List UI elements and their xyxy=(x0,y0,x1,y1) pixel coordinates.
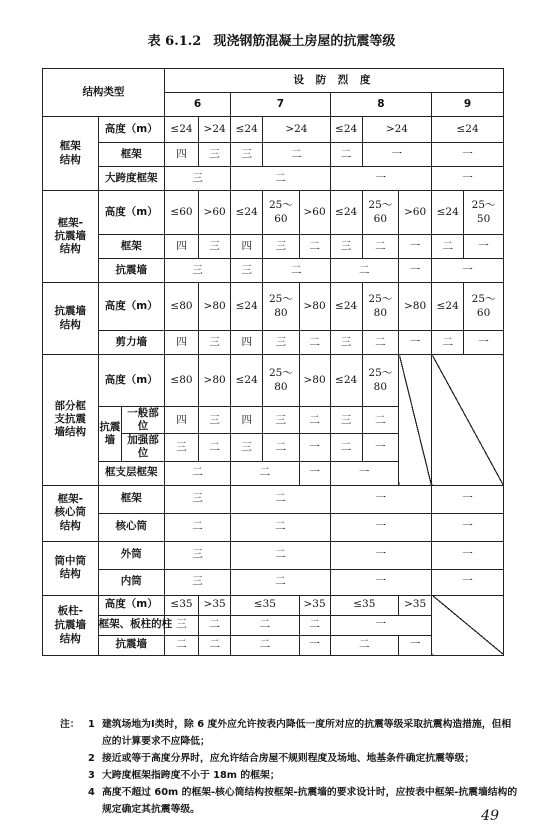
note-item xyxy=(60,767,520,784)
table-cell: ≤60 xyxy=(164,191,198,235)
table-cell: 一 xyxy=(464,331,504,355)
group-slab-column: 板柱- 抗震墙 结构 xyxy=(43,595,99,655)
table-cell: 二 xyxy=(330,259,398,283)
table-cell: 四 xyxy=(164,235,198,259)
table-number: 表 6.1.2 xyxy=(147,34,202,49)
table-row xyxy=(43,595,504,615)
table-row xyxy=(43,569,504,595)
table-cell: ≤35 xyxy=(164,595,198,615)
group-frame-core-tube: 框架- 核心筒 结构 xyxy=(43,485,99,541)
table-cell: 二 xyxy=(299,331,330,355)
table-cell: 二 xyxy=(199,615,231,635)
note-text: 高度不超过 60m 的框架-核心筒结构按框架-抗震墙的要求设计时，应按表中框架-抗震墙结构的规定确定其抗震等级。 xyxy=(102,787,518,815)
group-frame-shear-wall: 框架- 抗震墙 结构 xyxy=(43,191,99,283)
table-cell: >35 xyxy=(299,595,330,615)
intensity-6: 6 xyxy=(164,93,230,117)
row-label: 高度（m） xyxy=(98,283,164,331)
table-cell: ≤35 xyxy=(330,595,398,615)
note-number: 1 xyxy=(88,719,95,730)
table-cell: 二 xyxy=(263,434,299,461)
note-text: 接近或等于高度分界时，应允许结合房屋不规则程度及场地、地基条件确定抗震等级； xyxy=(102,753,475,764)
table-cell: 四 xyxy=(164,331,198,355)
table-cell: 三 xyxy=(330,407,362,434)
table-cell: 一 xyxy=(399,235,432,259)
table-cell: 二 xyxy=(199,434,231,461)
table-row xyxy=(43,259,504,283)
table-row xyxy=(43,283,504,331)
table-cell: 二 xyxy=(231,541,330,569)
table-cell: ≤80 xyxy=(164,283,198,331)
note-number: 4 xyxy=(88,787,95,798)
table-cell: 一 xyxy=(399,331,432,355)
table-cell: ≤80 xyxy=(164,355,198,407)
group-shear-wall: 抗震墙 结构 xyxy=(43,283,99,355)
table-cell: >80 xyxy=(399,283,432,331)
table-cell: 三 xyxy=(164,569,230,595)
table-cell: 二 xyxy=(299,407,330,434)
table-cell: ≤24 xyxy=(231,117,263,143)
table-cell: ≤24 xyxy=(330,355,362,407)
table-cell: ≤35 xyxy=(231,595,299,615)
table-cell: 一 xyxy=(362,434,398,461)
table-cell: >60 xyxy=(199,191,231,235)
not-applicable-cell xyxy=(399,355,432,486)
table-notes xyxy=(60,716,520,818)
table-cell: 二 xyxy=(231,569,330,595)
table-cell: 25～ 60 xyxy=(362,191,398,235)
table-cell: 25～ 80 xyxy=(263,283,299,331)
table-title: 现浇钢筋混凝土房屋的抗震等级 xyxy=(213,34,396,49)
table-cell: 一 xyxy=(432,143,504,167)
row-label: 框支层框架 xyxy=(98,461,164,485)
table-cell: 一 xyxy=(330,541,432,569)
table-cell: 三 xyxy=(263,331,299,355)
table-cell: >24 xyxy=(263,117,330,143)
table-cell: 25～ 60 xyxy=(464,283,504,331)
table-cell: >80 xyxy=(299,355,330,407)
table-cell: ≤24 xyxy=(330,117,362,143)
table-cell: 二 xyxy=(362,407,398,434)
table-cell: 二 xyxy=(164,635,198,655)
table-cell: 四 xyxy=(231,407,263,434)
intensity-header: 设 防 烈 度 xyxy=(164,69,503,93)
note-item xyxy=(60,716,520,750)
table-cell: 四 xyxy=(164,407,198,434)
table-cell: 三 xyxy=(231,143,263,167)
table-cell: 三 xyxy=(231,259,263,283)
table-cell: 三 xyxy=(263,407,299,434)
row-label: 剪力墙 xyxy=(98,331,164,355)
table-cell: ≤24 xyxy=(432,283,464,331)
row-label: 内筒 xyxy=(98,569,164,595)
row-label: 框架、板柱的柱 xyxy=(98,615,164,635)
table-cell: 二 xyxy=(330,143,362,167)
table-cell: 二 xyxy=(164,513,230,541)
wall-subgroup: 抗震 墙 xyxy=(98,407,122,462)
intensity-7: 7 xyxy=(231,93,330,117)
table-cell: 一 xyxy=(299,635,330,655)
table-cell: ≤24 xyxy=(330,283,362,331)
table-cell: ≤24 xyxy=(164,117,198,143)
table-cell: >60 xyxy=(399,191,432,235)
table-row xyxy=(43,143,504,167)
not-applicable-cell xyxy=(432,355,504,486)
table-cell: 一 xyxy=(432,569,504,595)
note-text: 大跨度框架指跨度不小于 18m 的框架； xyxy=(102,770,280,781)
table-cell: 二 xyxy=(164,461,230,485)
group-tube-in-tube: 筒中筒 结构 xyxy=(43,541,99,595)
table-cell: 二 xyxy=(199,635,231,655)
table-cell: 一 xyxy=(432,541,504,569)
seismic-grade-table xyxy=(42,68,504,656)
page-number: 49 xyxy=(481,808,499,824)
table-cell: 一 xyxy=(432,167,504,191)
table-cell: 三 xyxy=(164,485,230,513)
table-cell: 三 xyxy=(199,407,231,434)
row-label: 框架 xyxy=(98,143,164,167)
table-cell: 三 xyxy=(164,615,198,635)
row-label: 一般部位 xyxy=(122,407,165,434)
row-label: 高度（m） xyxy=(98,355,164,407)
table-cell: >35 xyxy=(199,595,231,615)
table-row xyxy=(43,485,504,513)
table-cell: 一 xyxy=(464,235,504,259)
note-number: 3 xyxy=(88,770,95,781)
table-row xyxy=(43,513,504,541)
table-cell: 三 xyxy=(263,235,299,259)
row-label: 核心筒 xyxy=(98,513,164,541)
intensity-9: 9 xyxy=(432,93,504,117)
table-cell: 二 xyxy=(362,235,398,259)
note-item xyxy=(60,784,520,818)
table-cell: ≤24 xyxy=(432,191,464,235)
table-cell: 二 xyxy=(231,635,299,655)
table-cell: 三 xyxy=(199,143,231,167)
group-partial-frame-supported: 部分框 支抗震 墙结构 xyxy=(43,355,99,486)
header-row-1 xyxy=(43,69,504,93)
row-label: 高度（m） xyxy=(98,117,164,143)
table-cell: 二 xyxy=(231,461,299,485)
table-cell: 25～ 80 xyxy=(362,355,398,407)
table-cell: ≤24 xyxy=(231,355,263,407)
intensity-8: 8 xyxy=(330,93,432,117)
row-label: 外筒 xyxy=(98,541,164,569)
row-label: 高度（m） xyxy=(98,191,164,235)
table-caption xyxy=(0,30,543,49)
table-row xyxy=(43,541,504,569)
table-cell: 一 xyxy=(330,485,432,513)
table-row xyxy=(43,191,504,235)
table-cell: 三 xyxy=(164,259,230,283)
table-cell: 一 xyxy=(330,615,432,635)
table-cell: ≤24 xyxy=(330,191,362,235)
row-label: 高度（m） xyxy=(98,595,164,615)
table-cell: 一 xyxy=(432,485,504,513)
table-row xyxy=(43,117,504,143)
table-cell: 25～ 80 xyxy=(263,355,299,407)
table-cell: 二 xyxy=(231,513,330,541)
note-number: 2 xyxy=(88,753,95,764)
row-label: 框架 xyxy=(98,485,164,513)
table-cell: 25～ 60 xyxy=(263,191,299,235)
table-cell: 二 xyxy=(432,235,464,259)
table-row xyxy=(43,167,504,191)
table-cell: >24 xyxy=(199,117,231,143)
table-cell: >35 xyxy=(399,595,432,615)
table-cell: 三 xyxy=(164,434,198,461)
table-cell: 三 xyxy=(199,235,231,259)
table-cell: 四 xyxy=(164,143,198,167)
table-cell: >80 xyxy=(199,283,231,331)
row-label: 抗震墙 xyxy=(98,259,164,283)
table-cell: 一 xyxy=(299,434,330,461)
table-cell: >80 xyxy=(299,283,330,331)
table-cell: ≤24 xyxy=(432,117,504,143)
table-cell: 二 xyxy=(299,615,330,635)
table-cell: >24 xyxy=(362,117,431,143)
table-cell: 一 xyxy=(399,259,432,283)
table-cell: 一 xyxy=(330,569,432,595)
table-cell: 一 xyxy=(330,513,432,541)
table-cell: >80 xyxy=(199,355,231,407)
table-cell: 二 xyxy=(432,331,464,355)
table-cell: 二 xyxy=(330,635,398,655)
table-cell: 四 xyxy=(231,331,263,355)
table-cell: 二 xyxy=(330,434,362,461)
table-cell: 三 xyxy=(231,434,263,461)
table-row xyxy=(43,355,504,407)
row-label: 加强部位 xyxy=(122,434,165,461)
table-cell: >60 xyxy=(299,191,330,235)
table-cell: 一 xyxy=(399,635,432,655)
row-label: 大跨度框架 xyxy=(98,167,164,191)
table-cell: 二 xyxy=(231,485,330,513)
table-cell: 二 xyxy=(299,235,330,259)
table-cell: 一 xyxy=(330,167,432,191)
table-cell: 二 xyxy=(231,167,330,191)
table-cell: ≤24 xyxy=(231,191,263,235)
not-applicable-cell xyxy=(432,595,504,655)
row-label: 框架 xyxy=(98,235,164,259)
table-row xyxy=(43,331,504,355)
group-frame: 框架 结构 xyxy=(43,117,99,191)
table-cell: 一 xyxy=(432,259,504,283)
notes-label: 注： xyxy=(60,719,80,730)
table-cell: 一 xyxy=(330,461,398,485)
note-item xyxy=(60,750,520,767)
table-cell: 三 xyxy=(164,167,230,191)
table-cell: 25～ 50 xyxy=(464,191,504,235)
table-cell: 一 xyxy=(432,513,504,541)
table-cell: 三 xyxy=(330,235,362,259)
table-cell: 三 xyxy=(164,541,230,569)
table-cell: 25～ 80 xyxy=(362,283,398,331)
table-cell: 三 xyxy=(199,331,231,355)
table-cell: 一 xyxy=(362,143,431,167)
note-text: 建筑场地为Ⅰ类时，除 6 度外应允许按表内降低一度所对应的抗震等级采取抗震构造措施，但相应的计算要求不应降低； xyxy=(102,719,512,747)
table-cell: 四 xyxy=(231,235,263,259)
table-cell: 二 xyxy=(263,259,330,283)
table-cell: 二 xyxy=(263,143,330,167)
table-cell: ≤24 xyxy=(231,283,263,331)
row-label: 抗震墙 xyxy=(98,635,164,655)
table-cell: 二 xyxy=(362,331,398,355)
table-cell: 三 xyxy=(330,331,362,355)
structure-type-header: 结构类型 xyxy=(43,69,165,117)
table-row xyxy=(43,235,504,259)
table-cell: 二 xyxy=(231,615,299,635)
table-cell: 一 xyxy=(299,461,330,485)
